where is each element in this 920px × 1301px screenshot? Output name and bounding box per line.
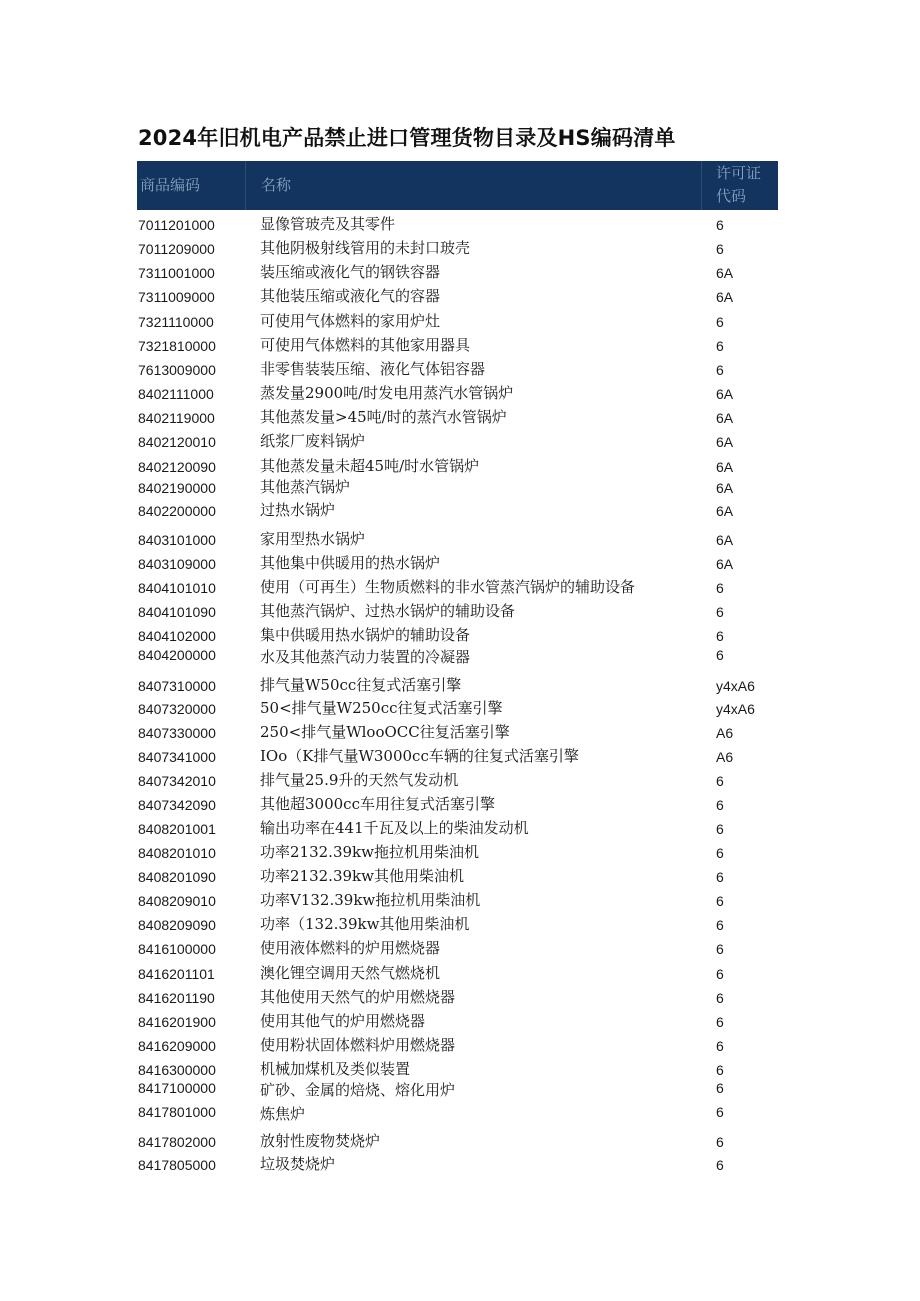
product-code: 8402111000 [138, 386, 214, 402]
product-code: 8402200000 [138, 503, 216, 519]
product-name: 功率2132.39kw其他用柴油机 [260, 867, 464, 885]
table-row [0, 986, 920, 1008]
product-name: 使用液体燃料的炉用燃烧器 [260, 939, 441, 957]
table-row [0, 697, 920, 719]
table-row [0, 643, 920, 665]
product-name: 矿砂、金属的焙烧、熔化用炉 [260, 1081, 456, 1099]
product-name: 澳化锂空调用天然气燃烧机 [260, 964, 441, 982]
product-code: 8417801000 [138, 1104, 216, 1120]
license-code: 6 [716, 869, 724, 885]
product-code: 8403101000 [138, 532, 216, 548]
product-name: 可使用气体燃料的家用炉灶 [260, 312, 441, 330]
table-row [0, 600, 920, 622]
table-row [0, 1100, 920, 1122]
product-name: 纸浆厂废料锅炉 [260, 432, 366, 450]
product-name: 其他超3000cc车用往复式活塞引擎 [260, 795, 495, 813]
product-code: 8404200000 [138, 647, 216, 663]
table-row [0, 745, 920, 767]
table-row [0, 261, 920, 283]
product-name: 过热水锅炉 [260, 501, 336, 519]
license-code: 6 [716, 241, 724, 257]
header-license-code: 许可证 代码 [716, 164, 762, 205]
product-code: 8408201010 [138, 845, 216, 861]
license-code: 6 [716, 628, 724, 644]
product-code: 8402120010 [138, 434, 216, 450]
table-row [0, 406, 920, 428]
table-row [0, 382, 920, 404]
product-code: 8407341000 [138, 749, 216, 765]
product-name: 其他使用天然气的炉用燃烧器 [260, 988, 456, 1006]
table-row [0, 576, 920, 598]
product-name: 水及其他蒸汽动力装置的冷凝器 [260, 648, 471, 666]
product-name: 使用（可再生）生物质燃料的非水管蒸汽锅炉的辅助设备 [260, 578, 636, 596]
product-code: 8407342010 [138, 773, 216, 789]
product-name: 非零售装装压缩、液化气体铝容器 [260, 360, 486, 378]
table-row [0, 793, 920, 815]
product-name: 炼焦炉 [260, 1105, 306, 1123]
table-row [0, 237, 920, 259]
license-code: 6 [716, 314, 724, 330]
product-code: 8402119000 [138, 410, 215, 426]
license-code: 6 [716, 773, 724, 789]
license-code: 6 [716, 990, 724, 1006]
table-row [0, 721, 920, 743]
table-row [0, 528, 920, 550]
table-header [137, 161, 778, 210]
product-code: 8407330000 [138, 725, 216, 741]
product-name: 排气量W50cc往复式活塞引擎 [260, 676, 462, 694]
license-code: 6 [716, 1038, 724, 1054]
license-code: 6 [716, 217, 724, 233]
product-name: 其他蒸发量未超45吨/时水管锅炉 [260, 457, 480, 475]
table-row [0, 1130, 920, 1152]
product-code: 8416201190 [138, 990, 215, 1006]
product-code: 8408201090 [138, 869, 216, 885]
table-row [0, 430, 920, 452]
product-name: 其他蒸汽锅炉 [260, 478, 351, 496]
product-name: 输出功率在441千瓦及以上的柴油发动机 [260, 819, 529, 837]
license-code: 6A [716, 556, 734, 572]
table-row [0, 1153, 920, 1175]
license-code: 6A [716, 503, 734, 519]
product-name: 可使用气体燃料的其他家用器具 [260, 336, 471, 354]
license-code: 6 [716, 941, 724, 957]
product-code: 8416300000 [138, 1062, 216, 1078]
table-row [0, 358, 920, 380]
license-code: 6 [716, 1014, 724, 1030]
product-name: 功率2132.39kw拖拉机用柴油机 [260, 843, 479, 861]
product-code: 8404101090 [138, 604, 216, 620]
product-name: 其他装压缩或液化气的容器 [260, 287, 441, 305]
product-code: 8407310000 [138, 678, 216, 694]
product-name: 50<排气量W250cc往复式活塞引擎 [260, 699, 503, 717]
product-code: 8408209090 [138, 917, 216, 933]
license-code: 6 [716, 647, 724, 663]
license-code: 6 [716, 1134, 724, 1150]
product-name: 蒸发量2900吨/时发电用蒸汽水管锅炉 [260, 384, 514, 402]
product-code: 8408201001 [138, 821, 216, 837]
product-name: 其他阴极射线管用的未封口玻壳 [260, 239, 471, 257]
header-product-code: 商品编码 [140, 176, 201, 194]
table-row [0, 1010, 920, 1032]
header-divider [245, 161, 246, 210]
product-code: 7011201000 [138, 217, 215, 233]
license-code: 6A [716, 532, 734, 548]
product-code: 7311009000 [138, 289, 215, 305]
product-name: 家用型热水锅炉 [260, 530, 366, 548]
license-code: 6A [716, 434, 734, 450]
product-code: 8416100000 [138, 941, 216, 957]
license-code: 6 [716, 604, 724, 620]
product-code: 8416201101 [138, 966, 215, 982]
table-row [0, 674, 920, 696]
license-code: 6 [716, 1062, 724, 1078]
product-code: 8402120090 [138, 459, 216, 475]
table-row [0, 310, 920, 332]
table-row [0, 817, 920, 839]
product-name: 其他集中供暖用的热水锅炉 [260, 554, 441, 572]
product-name: 功率（132.39kw其他用柴油机 [260, 915, 470, 933]
product-name: 显像管玻壳及其零件 [260, 215, 396, 233]
license-code: 6 [716, 893, 724, 909]
product-code: 8416209000 [138, 1038, 216, 1054]
table-row [0, 841, 920, 863]
license-code: y4xA6 [716, 678, 755, 694]
product-code: 7321810000 [138, 338, 216, 354]
product-name: 机械加煤机及类似装置 [260, 1060, 411, 1078]
license-code: 6A [716, 410, 734, 426]
table-row [0, 285, 920, 307]
product-code: 7311001000 [138, 265, 215, 281]
product-name: IOo（K排气量W3000cc车辆的往复式活塞引擎 [260, 747, 579, 765]
header-divider [701, 161, 702, 210]
product-name: 其他蒸发量>45吨/时的蒸汽水管锅炉 [260, 408, 507, 426]
product-code: 8417100000 [138, 1080, 216, 1096]
license-code: 6 [716, 1157, 724, 1173]
product-code: 7011209000 [138, 241, 215, 257]
license-code: 6 [716, 1104, 724, 1120]
product-code: 8404102000 [138, 628, 216, 644]
table-row [0, 455, 920, 477]
license-code: 6 [716, 1080, 724, 1096]
table-row [0, 1076, 920, 1098]
product-name: 垃圾焚烧炉 [260, 1155, 336, 1173]
header-name: 名称 [261, 176, 292, 194]
license-code: 6A [716, 265, 734, 281]
license-code: 6 [716, 917, 724, 933]
product-code: 8417802000 [138, 1134, 216, 1150]
product-name: 装压缩或液化气的钢铁容器 [260, 263, 441, 281]
product-code: 8404101010 [138, 580, 216, 596]
table-row [0, 334, 920, 356]
product-name: 250<排气量WlooOCC往复活塞引擎 [260, 723, 510, 741]
table-row [0, 499, 920, 521]
table-row [0, 865, 920, 887]
table-row [0, 1034, 920, 1056]
product-code: 8403109000 [138, 556, 216, 572]
document-title: 2024年旧机电产品禁止进口管理货物目录及HS编码清单 [138, 126, 676, 150]
product-code: 8407320000 [138, 701, 216, 717]
product-code: 8416201900 [138, 1014, 216, 1030]
license-code: A6 [716, 725, 734, 741]
table-row [0, 913, 920, 935]
license-code: 6A [716, 289, 734, 305]
product-name: 其他蒸汽锅炉、过热水锅炉的辅助设备 [260, 602, 516, 620]
table-row [0, 937, 920, 959]
product-name: 集中供暖用热水锅炉的辅助设备 [260, 626, 471, 644]
license-code: 6 [716, 845, 724, 861]
license-code: y4xA6 [716, 701, 755, 717]
license-code: 6 [716, 580, 724, 596]
license-code: 6A [716, 480, 734, 496]
license-code: 6 [716, 362, 724, 378]
product-code: 8402190000 [138, 480, 216, 496]
product-name: 使用其他气的炉用燃烧器 [260, 1012, 426, 1030]
table-row [0, 962, 920, 984]
license-code: 6 [716, 797, 724, 813]
table-row [0, 552, 920, 574]
license-code: 6 [716, 966, 724, 982]
product-code: 7321110000 [138, 314, 214, 330]
product-name: 使用粉状固体燃料炉用燃烧器 [260, 1036, 456, 1054]
product-name: 功率V132.39kw拖拉机用柴油机 [260, 891, 481, 909]
table-row [0, 889, 920, 911]
product-code: 7613009000 [138, 362, 216, 378]
table-row [0, 213, 920, 235]
table-row [0, 769, 920, 791]
license-code: 6A [716, 459, 734, 475]
product-code: 8417805000 [138, 1157, 216, 1173]
license-code: 6 [716, 338, 724, 354]
product-name: 排气量25.9升的天然气发动机 [260, 771, 459, 789]
product-name: 放射性废物焚烧炉 [260, 1132, 381, 1150]
table-row [0, 476, 920, 498]
license-code: A6 [716, 749, 734, 765]
product-code: 8407342090 [138, 797, 216, 813]
product-code: 8408209010 [138, 893, 216, 909]
license-code: 6 [716, 821, 724, 837]
license-code: 6A [716, 386, 734, 402]
